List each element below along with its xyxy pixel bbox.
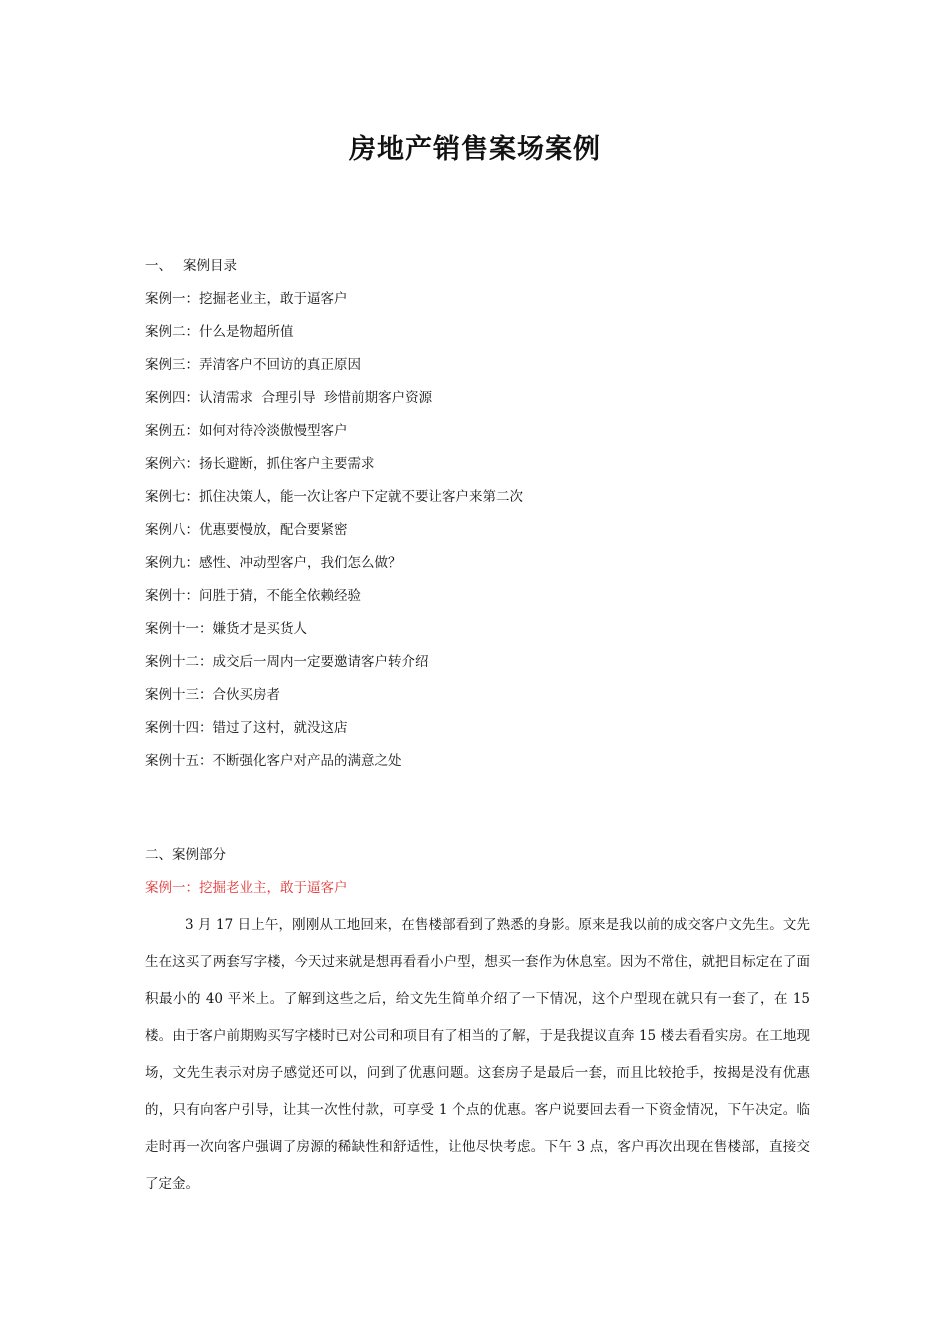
toc-item-8: 案例八：优惠要慢放，配合要紧密	[145, 522, 348, 538]
cases-section	[145, 844, 810, 1203]
toc-item-2: 案例二：什么是物超所值	[145, 324, 294, 340]
case-1-body: 3 月 17 日上午，刚刚从工地回来，在售楼部看到了熟悉的身影。原来是我以前的成交客户文先生。文先生在这买了两套写字楼，今天过来就是想再看看小户型，想买一套作为休息室。因为不常住，就把目标定在了面积最小的 40 平米上。了解到这些之后，给文先生简单介绍了一下情况，这个户型现在就只有一套了，在 15 楼。由于客户前期购买写字楼时已对公司和项目有了相当的了解，于是我提议直奔 15 楼去看看实房。在工地现场，文先生表示对房子感觉还可以，问到了优惠问题。这套房子是最后一套，而且比较抢手，按揭是没有优惠的，只有向客户引导，让其一次性付款，可享受 1 个点的优惠。客户说要回去看一下资金情况，下午决定。临走时再一次向客户强调了房源的稀缺性和舒适性，让他尽快考虑。下午 3 点，客户再次出现在售楼部，直接交了定金。	[145, 917, 810, 1192]
toc-item-1: 案例一：挖掘老业主，敢于逼客户	[145, 291, 348, 307]
toc-heading-text: 案例目录	[183, 258, 237, 274]
toc-item-7: 案例七：抓住决策人，能一次让客户下定就不要让客户来第二次	[145, 489, 523, 505]
toc-item-4: 案例四：认清需求 合理引导 珍惜前期客户资源	[145, 390, 433, 406]
toc-item-3: 案例三：弄清客户不回访的真正原因	[145, 357, 361, 373]
toc-item-11: 案例十一：嫌货才是买货人	[145, 621, 307, 637]
toc-heading-number: 一、	[145, 258, 172, 274]
toc-item-6: 案例六：扬长避断，抓住客户主要需求	[145, 456, 375, 472]
toc-item-10: 案例十：问胜于猜，不能全依赖经验	[145, 588, 361, 604]
document-title: 房地产销售案场案例	[349, 134, 601, 165]
toc-item-12: 案例十二：成交后一周内一定要邀请客户转介绍	[145, 654, 429, 670]
toc-item-9: 案例九：感性、冲动型客户，我们怎么做？	[145, 555, 402, 571]
table-of-contents	[145, 255, 815, 783]
toc-item-14: 案例十四：错过了这村，就没这店	[145, 720, 348, 736]
toc-item-13: 案例十三：合伙买房者	[145, 687, 280, 703]
toc-heading	[145, 255, 815, 288]
case-1-title: 案例一：挖掘老业主，敢于逼客户	[145, 880, 348, 896]
toc-item-5: 案例五：如何对待冷淡傲慢型客户	[145, 423, 348, 439]
cases-heading: 二、案例部分	[145, 847, 226, 863]
toc-item-15: 案例十五：不断强化客户对产品的满意之处	[145, 753, 402, 769]
